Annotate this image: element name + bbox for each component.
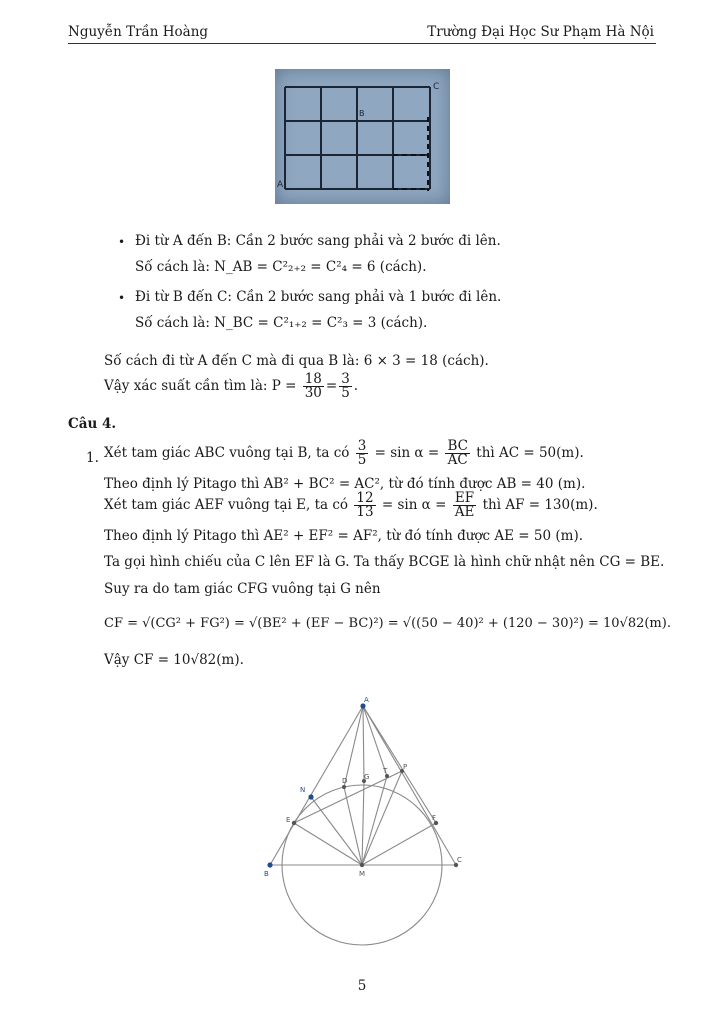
page-number: 5: [357, 978, 367, 994]
svg-text:C: C: [457, 856, 462, 864]
q4-conclusion: Vậy CF = 10√82(m).: [104, 652, 244, 668]
bullet-marker: •: [118, 291, 126, 305]
bullet-marker: •: [118, 235, 126, 249]
item-number: 1.: [86, 450, 99, 466]
fraction-3-5: $\frac{3}{5}$: [341, 371, 350, 401]
svg-text:A: A: [364, 696, 369, 704]
grid-photo: [275, 69, 450, 204]
q4-line5: Ta gọi hình chiếu của C lên EF là G. Ta thấy BCGE là hình chữ nhật nên CG = BE.: [104, 554, 665, 570]
question-heading: Câu 4.: [68, 416, 117, 432]
q4-formula: CF = √(CG² + FG²) = √(BE² + (EF − BC)²) = √((50 − 40)² + (120 − 30)²) = 10√82(m).: [104, 616, 671, 631]
total-ways: Số cách đi từ A đến C mà đi qua B là: 6 × 3 = 18 (cách).: [104, 353, 489, 369]
bullet2-line1: Đi từ B đến C: Cần 2 bước sang phải và 1 bước đi lên.: [135, 289, 502, 305]
probability-line: Vậy xác suất cần tìm là: P = $\frac{18}{30}$ = $\frac{3}{5}$ .: [104, 371, 359, 401]
svg-text:T: T: [383, 767, 388, 775]
q4-line3: Xét tam giác AEF vuông tại E, ta có $\frac{12}{13}$ = sin α = $\frac{EF}{AE}$ thì AF = 130(m).: [104, 490, 598, 520]
q4-line1: Xét tam giác ABC vuông tại B, ta có $\frac{3}{5}$ = sin α = $\frac{BC}{AC}$ thì AC = 50(m).: [104, 438, 584, 468]
svg-text:M: M: [359, 870, 366, 878]
bullet1-line2: Số cách là: N_AB = C²₂₊₂ = C²₄ = 6 (cách).: [135, 259, 427, 275]
svg-text:E: E: [286, 816, 291, 824]
svg-text:B: B: [264, 870, 269, 878]
fraction-18-30: $\frac{18}{30}$: [304, 371, 322, 401]
svg-text:F: F: [432, 814, 437, 822]
probability-prefix: Vậy xác suất cần tìm là: P =: [104, 378, 297, 394]
svg-text:D: D: [342, 777, 348, 785]
bullet2-line2: Số cách là: N_BC = C²₁₊₂ = C²₃ = 3 (cách).: [135, 315, 428, 331]
svg-text:N: N: [300, 786, 306, 794]
header-rule: [68, 43, 656, 44]
q4-line6: Suy ra do tam giác CFG vuông tại G nên: [104, 581, 381, 597]
header-author: Nguyễn Trần Hoàng: [68, 24, 209, 40]
grid-drawing: [275, 69, 450, 204]
photo-label-c: C: [433, 82, 440, 92]
geometry-figure: [262, 695, 474, 950]
q4-line4: Theo định lý Pitago thì AE² + EF² = AF², từ đó tính được AE = 50 (m).: [104, 528, 583, 544]
svg-text:G: G: [364, 773, 370, 781]
header-school: Trường Đại Học Sư Phạm Hà Nội: [427, 24, 654, 40]
q4-line2: Theo định lý Pitago thì AB² + BC² = AC², từ đó tính được AB = 40 (m).: [104, 476, 586, 492]
photo-label-a: A: [277, 180, 284, 190]
bullet1-line1: Đi từ A đến B: Cần 2 bước sang phải và 2 bước đi lên.: [135, 233, 501, 249]
svg-text:P: P: [403, 763, 408, 771]
photo-label-b: B: [359, 109, 365, 118]
